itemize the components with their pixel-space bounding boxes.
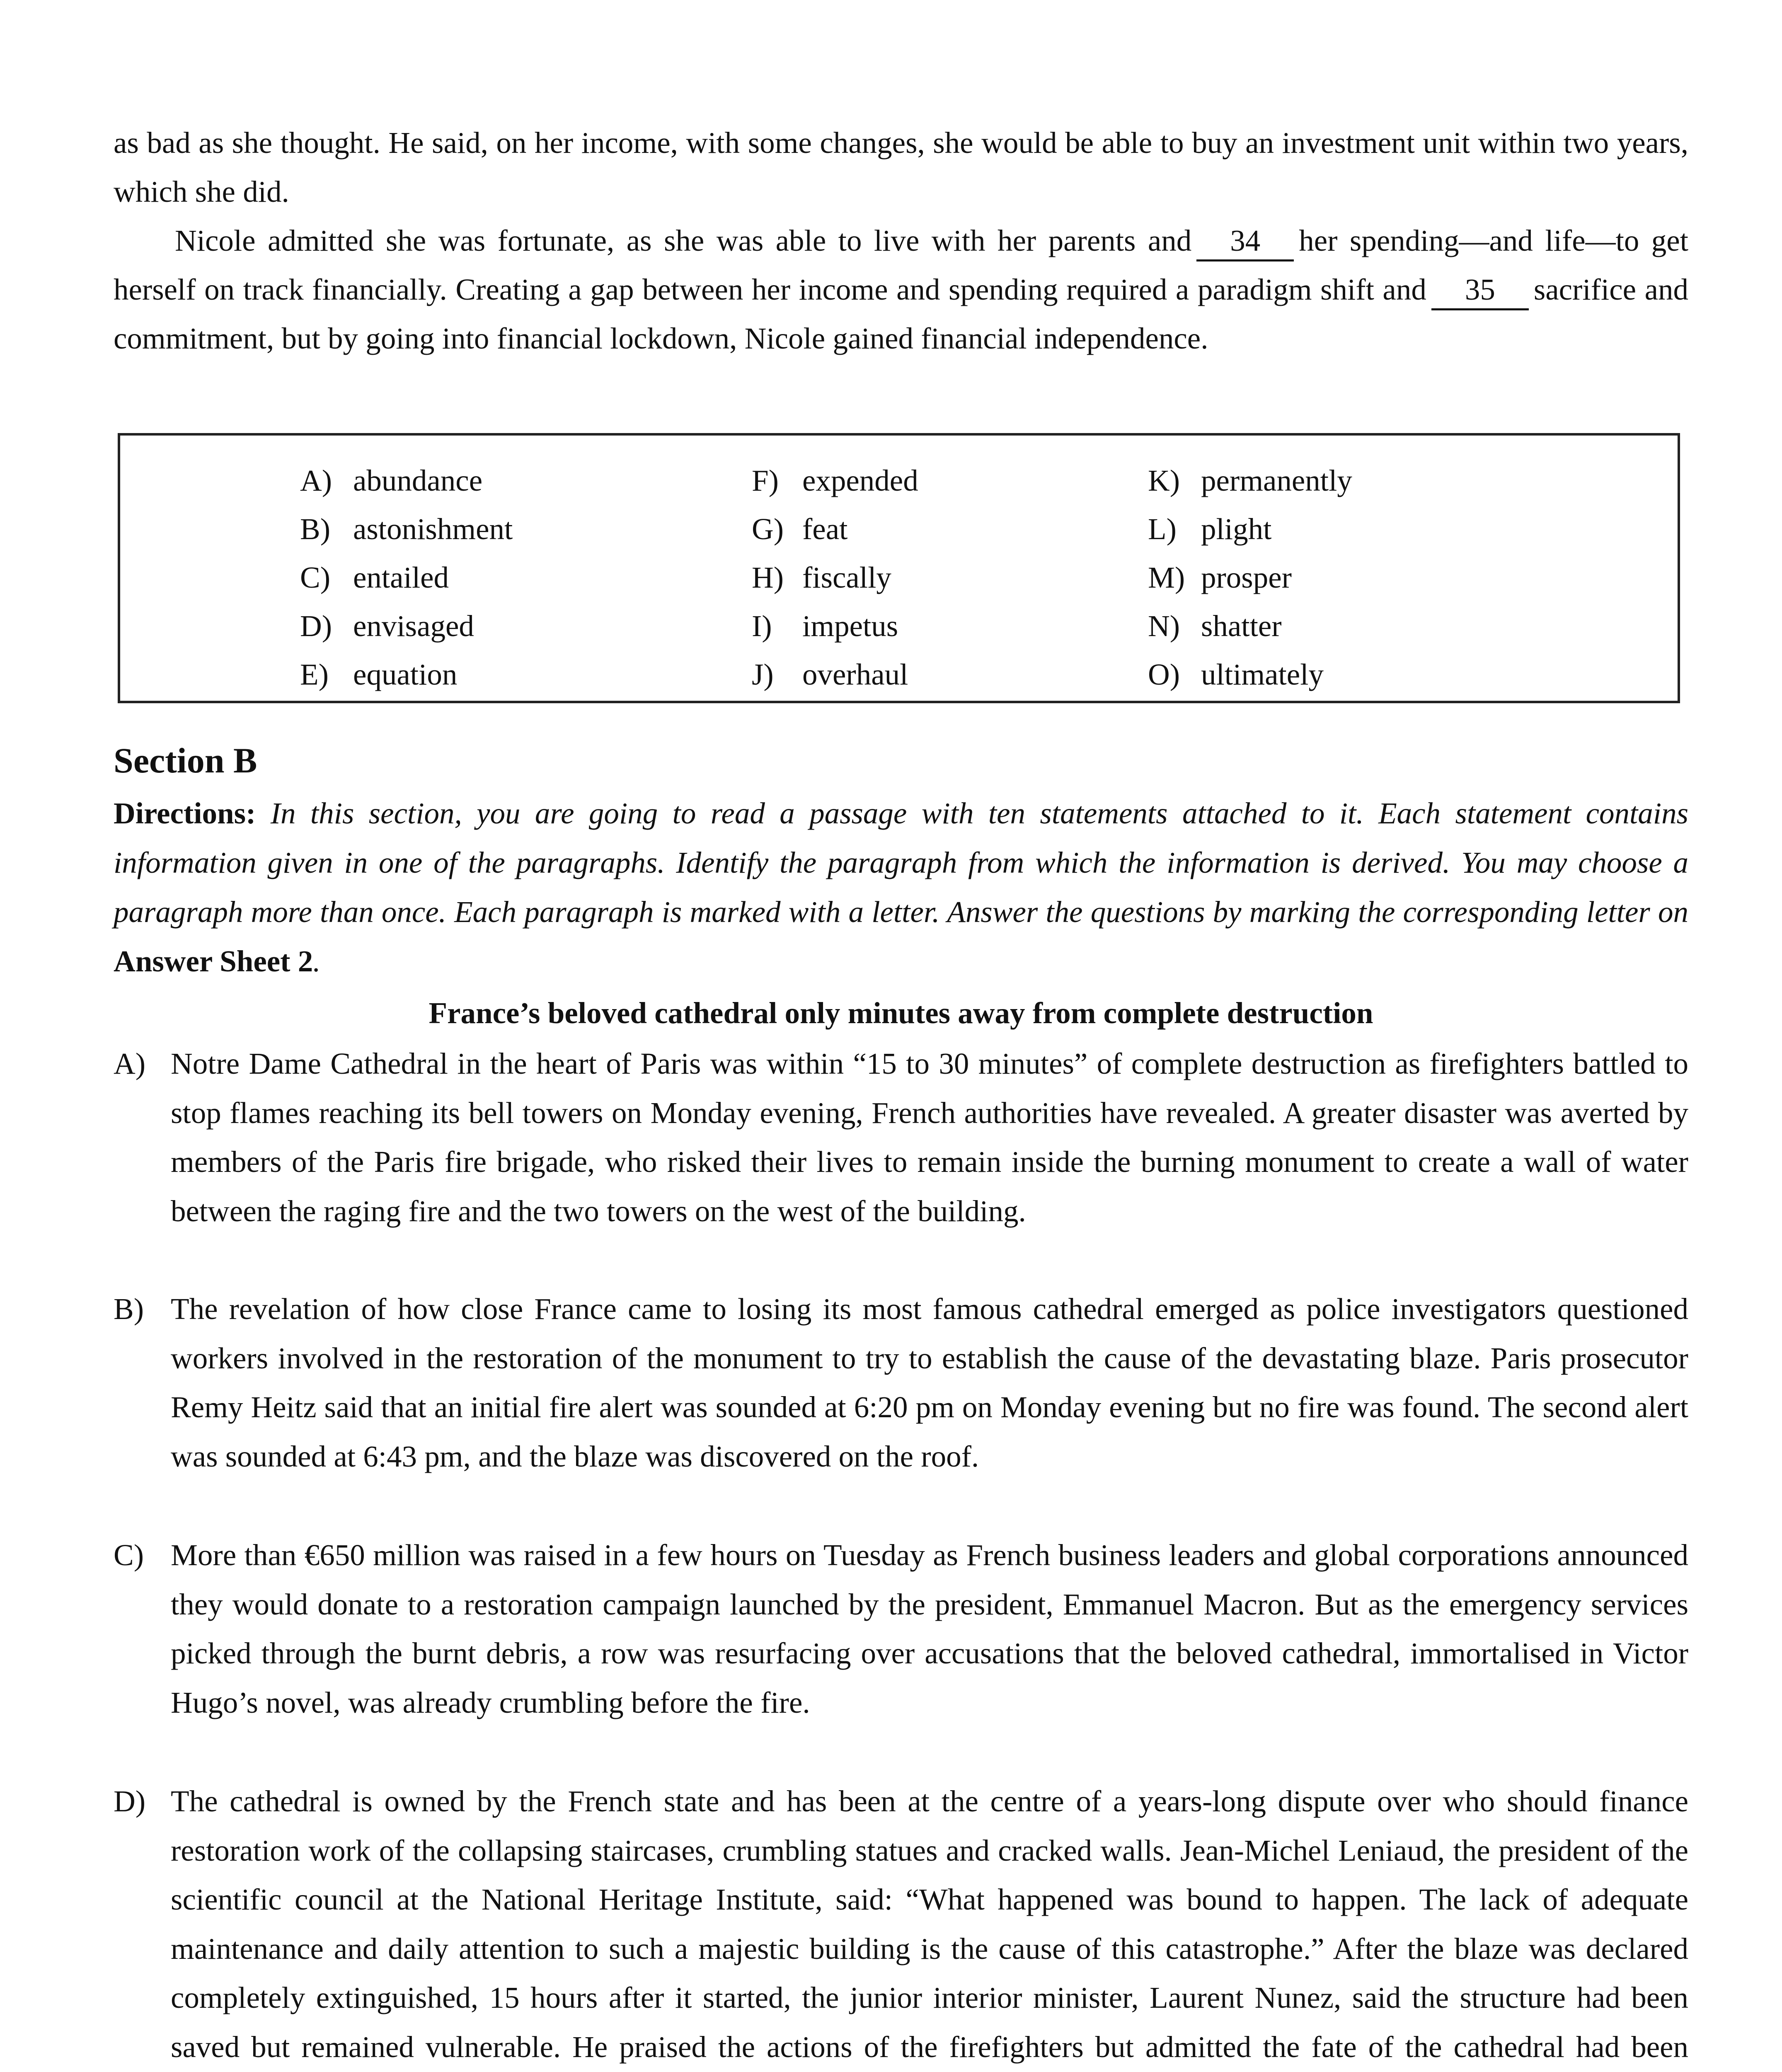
paragraph-label: A) <box>114 1047 146 1080</box>
paragraph-B <box>114 1285 1688 1481</box>
option: D) envisaged <box>300 609 474 643</box>
blank-35: 35 <box>1431 271 1529 310</box>
option: O) ultimately <box>1148 658 1324 691</box>
option: E) equation <box>300 658 458 691</box>
word-bank-column-1 <box>300 456 513 699</box>
word-bank-column-3 <box>1148 456 1352 699</box>
passage-paragraph-1: as bad as she thought. He said, on her income, with some changes, she would be able to buy an investment unit within two years, which she did. <box>114 126 1688 208</box>
answer-sheet-label: Answer Sheet 2 <box>114 944 313 978</box>
section-b-directions: Directions: In this section, you are going to read a passage with ten statements attached to it. Each statement contains information given in one of the paragraphs. Identify the paragraph from which the information is derived. You may choose a paragraph more than once. Each paragraph is marked with a letter. Answer the questions by marking the corresponding letter on Answer Sheet 2. <box>114 796 1688 978</box>
p2-text-b: her spending—and life—to get herself on track financially. Creating a gap between her income and spending required a paradigm shift and <box>114 224 1688 306</box>
paragraph-text: The cathedral is owned by the French state and has been at the centre of a years-long dispute over who should finance restoration work of the collapsing staircases, crumbling statues and cracked walls. Jean-Michel Leniaud, the president of the scientific council at the National Heritage Institute, said: “What happened was bound to happen. The lack of adequate maintenance and daily attention to such a majestic building is the cause of this catastrophe.” After the blaze was declared completely extinguished, 15 hours after it started, the junior interior minister, Laurent Nunez, said the structure had been saved but remained vulnerable. He praised the actions of the firefighters but admitted the fate of the cathedral had been <box>171 1784 1688 2064</box>
paragraph-text: The revelation of how close France came to losing its most famous cathedral emerged as police investigators questioned workers involved in the restoration of the monument to try to establish the cause of the devastating blaze. Paris prosecutor Remy Heitz said that an initial fire alert was sounded at 6:20 pm on Monday evening but no fire was found. The second alert was sounded at 6:43 pm, and the blaze was discovered on the roof. <box>171 1292 1688 1473</box>
option: B) astonishment <box>300 512 513 546</box>
option: M) prosper <box>1148 561 1292 594</box>
paragraph-label: C) <box>114 1538 144 1572</box>
passage-title: France’s beloved cathedral only minutes away from complete destruction <box>429 996 1373 1030</box>
paragraph-A <box>114 1039 1688 1236</box>
option: C) entailed <box>300 561 449 594</box>
option: F) expended <box>752 464 918 497</box>
paragraph-text: More than €650 million was raised in a few hours on Tuesday as French business leaders and global corporations announced they would donate to a restoration campaign launched by the president, Emmanuel Macron. But as the emergency services picked through the burnt debris, a row was resurfacing over accusations that the beloved cathedral, immortalised in Victor Hugo’s novel, was already crumbling before the fire. <box>171 1538 1688 1719</box>
option: N) shatter <box>1148 609 1282 643</box>
option: L) plight <box>1148 512 1272 546</box>
passage-paragraph-2 <box>114 216 1688 363</box>
option: A) abundance <box>300 464 483 497</box>
word-bank-box <box>118 433 1680 703</box>
word-bank-column-2 <box>752 456 918 699</box>
paragraph-D <box>114 1777 1688 2072</box>
p2-text-a: Nicole admitted she was fortunate, as she was able to live with her parents and <box>175 224 1192 257</box>
option: H) fiscally <box>752 561 891 594</box>
blank-34: 34 <box>1196 222 1294 261</box>
option: J) overhaul <box>752 658 908 691</box>
directions-label: Directions: <box>114 796 256 830</box>
p2-text-c: sacrifice and commitment, but by going into financial lockdown, Nicole gained financial independence. <box>114 273 1688 355</box>
paragraph-C <box>114 1531 1688 1727</box>
option: G) feat <box>752 512 848 546</box>
paragraph-text: Notre Dame Cathedral in the heart of Paris was within “15 to 30 minutes” of complete destruction as firefighters battled to stop flames reaching its bell towers on Monday evening, French authorities have revealed. A greater disaster was averted by members of the Paris fire brigade, who risked their lives to remain inside the burning monument to create a wall of water between the raging fire and the two towers on the west of the building. <box>171 1047 1688 1228</box>
paragraph-label: B) <box>114 1292 144 1326</box>
option: I) impetus <box>752 609 898 643</box>
section-b-heading: Section B <box>114 741 257 780</box>
option: K) permanently <box>1148 464 1352 497</box>
paragraph-label: D) <box>114 1784 146 1818</box>
top-passage <box>114 119 1688 363</box>
directions-text: In this section, you are going to read a passage with ten statements attached to it. Each statement contains information given in one of the paragraphs. Identify the paragraph from which the information is derived. You may choose a paragraph more than once. Each paragraph is marked with a letter. Answer the questions by marking the corresponding letter on <box>114 796 1688 929</box>
